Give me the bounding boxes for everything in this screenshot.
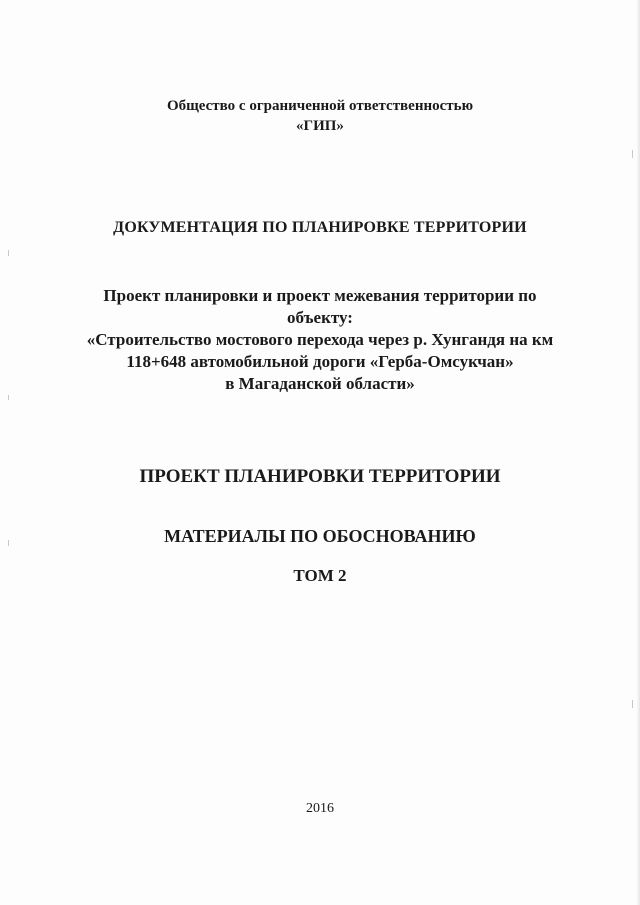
project-description-line: 118+648 автомобильной дороги «Герба-Омсукчан» — [126, 352, 514, 371]
project-description-line: в Магаданской области» — [225, 374, 415, 393]
project-description-line: «Строительство мостового перехода через р. Хунгандя на км — [86, 330, 554, 349]
scan-artifact — [632, 700, 633, 708]
organization-line-2: «ГИП» — [296, 118, 344, 134]
year-label: 2016 — [306, 801, 334, 816]
scan-artifact — [8, 250, 9, 256]
project-description-line: объекту: — [287, 308, 353, 327]
document-type-title: ДОКУМЕНТАЦИЯ ПО ПЛАНИРОВКЕ ТЕРРИТОРИИ — [113, 219, 527, 236]
section-title: ПРОЕКТ ПЛАНИРОВКИ ТЕРРИТОРИИ — [139, 466, 501, 487]
scan-artifact — [632, 150, 633, 158]
volume-label: ТОМ 2 — [293, 566, 347, 585]
materials-title: МАТЕРИАЛЫ ПО ОБОСНОВАНИЮ — [164, 526, 476, 546]
project-description-line: Проект планировки и проект межевания территории по — [103, 286, 537, 305]
scan-artifact — [8, 395, 9, 400]
organization-line-1: Общество с ограниченной ответственностью — [166, 98, 474, 114]
